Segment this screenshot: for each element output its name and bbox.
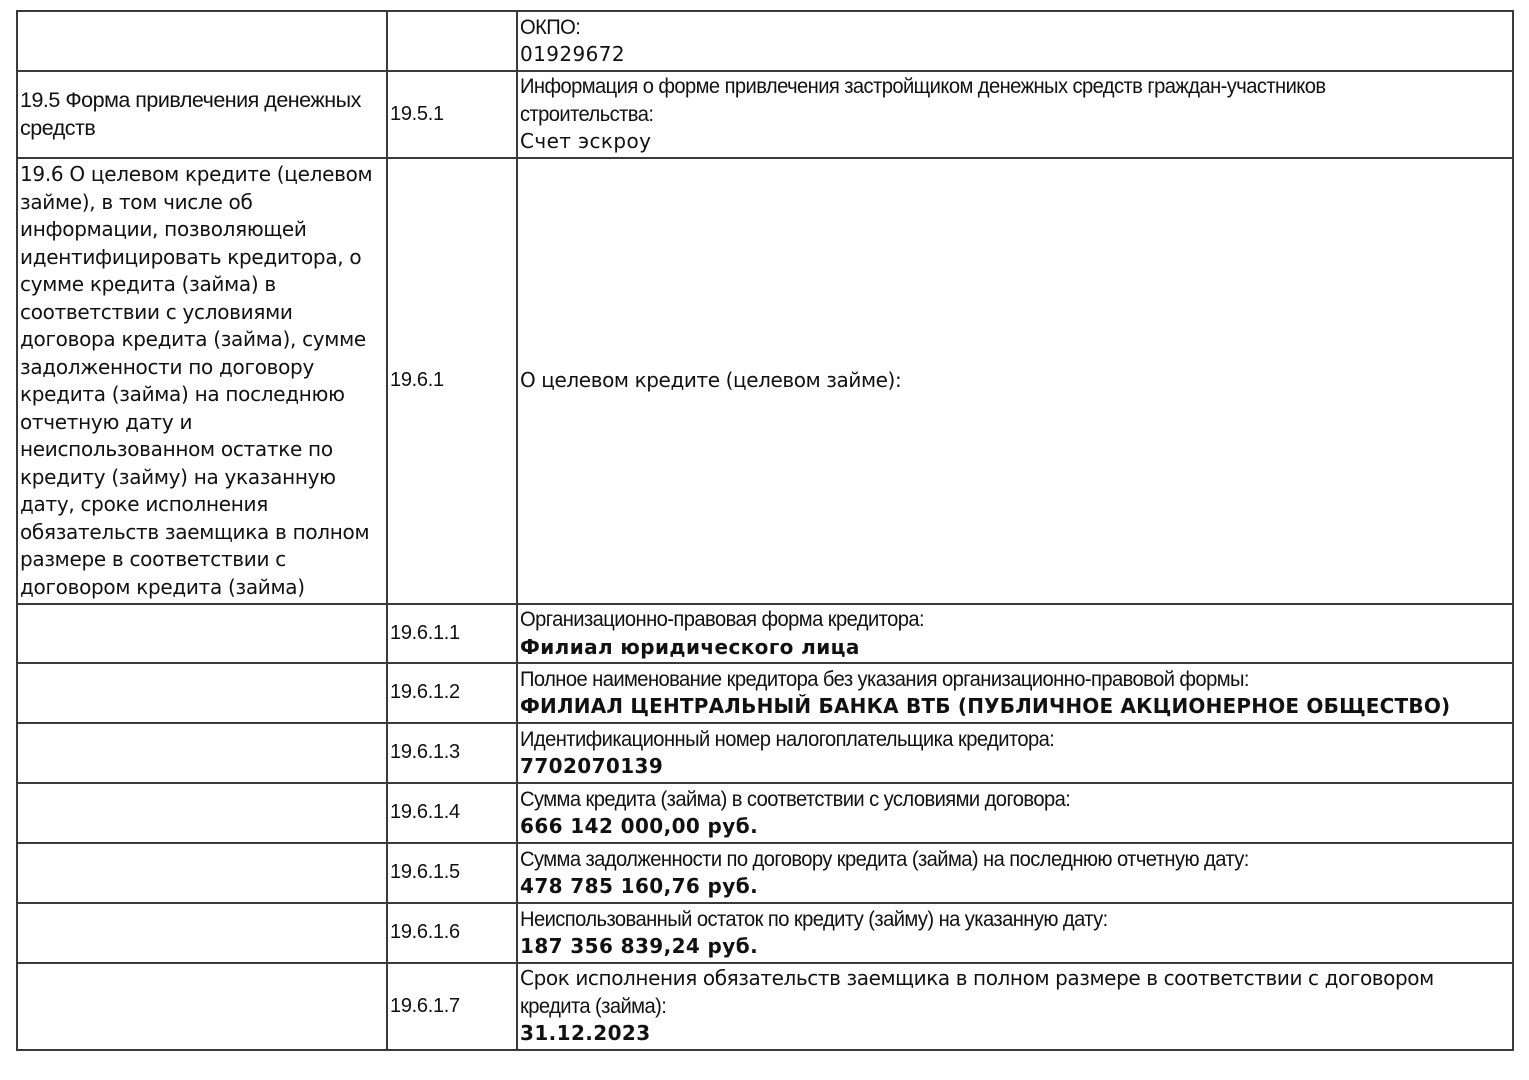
code-cell: 19.6.1.6 xyxy=(387,903,517,963)
field-value: 478 785 160,76 руб. xyxy=(520,874,759,898)
field-label-line: Информация о форме привлечения застройщиком денежных средств граждан-участников xyxy=(520,75,1326,99)
table-row-19-6-1-4 xyxy=(17,783,1513,843)
code-cell xyxy=(387,11,517,71)
content-cell xyxy=(517,71,1513,158)
code-cell: 19.6.1.2 xyxy=(387,663,517,723)
section-cell xyxy=(17,663,387,723)
field-label: Сумма задолженности по договору кредита (займа) на последнюю отчетную дату: xyxy=(520,847,1249,871)
section-cell xyxy=(17,903,387,963)
field-value: 666 142 000,00 руб. xyxy=(520,814,759,838)
table-row-19-6-1-7 xyxy=(17,963,1513,1050)
field-label-line: кредита (займа): xyxy=(520,994,667,1018)
field-value: Счет эскроу xyxy=(520,129,652,154)
field-label: Организационно-правовая форма кредитора: xyxy=(520,608,925,631)
content-cell xyxy=(517,783,1513,843)
section-cell xyxy=(17,843,387,903)
content-cell xyxy=(517,663,1513,723)
section-cell xyxy=(17,604,387,663)
section-cell: 19.5 Форма привлечения денежных средств xyxy=(17,71,387,158)
field-value: 01929672 xyxy=(520,42,625,66)
field-label: Неиспользованный остаток по кредиту (займу) на указанную дату: xyxy=(520,907,1108,931)
code-cell: 19.6.1.7 xyxy=(387,963,517,1050)
table-row-okpo xyxy=(17,11,1513,71)
content-cell xyxy=(517,723,1513,783)
field-label: Идентификационный номер налогоплательщика кредитора: xyxy=(520,727,1055,751)
table-row-19-6-1-3 xyxy=(17,723,1513,783)
content-cell xyxy=(517,843,1513,903)
table-row-19-6-1-2 xyxy=(17,663,1513,723)
code-cell: 19.6.1.5 xyxy=(387,843,517,903)
code-cell: 19.6.1 xyxy=(387,158,517,604)
field-label: О целевом кредите (целевом займе): xyxy=(520,368,902,393)
field-value: 187 356 839,24 руб. xyxy=(520,934,759,958)
field-label: Сумма кредита (займа) в соответствии с условиями договора: xyxy=(520,787,1071,811)
content-cell xyxy=(517,604,1513,663)
table-row-19-6-1-6 xyxy=(17,903,1513,963)
content-cell xyxy=(517,158,1513,604)
field-label-line: Срок исполнения обязательств заемщика в полном размере в соответствии с договором xyxy=(520,966,1434,991)
code-cell: 19.6.1.3 xyxy=(387,723,517,783)
table-row-19-6 xyxy=(17,158,1513,604)
content-cell xyxy=(517,903,1513,963)
section-cell xyxy=(17,11,387,71)
section-cell xyxy=(17,963,387,1050)
field-value: ФИЛИАЛ ЦЕНТРАЛЬНЫЙ БАНКА ВТБ (ПУБЛИЧНОЕ АКЦИОНЕРНОЕ ОБЩЕСТВО) xyxy=(520,694,1451,718)
section-cell: 19.6 О целевом кредите (целевом займе), в том числе об информации, позволяющей идентифицировать кредитора, о сумме кредита (займа) в соответствии с условиями договора кредита (займа), сумме задолженности по договору кредита (займа) на последнюю отчетную дату и неиспользованном остатке по кредиту (займу) на указанную дату, сроке исполнения обязательств заемщика в полном размере в соответствии с договором кредита (займа) xyxy=(17,158,387,604)
code-cell: 19.5.1 xyxy=(387,71,517,158)
table-row-19-5 xyxy=(17,71,1513,158)
field-value: Филиал юридического лица xyxy=(520,634,860,659)
field-value: 31.12.2023 xyxy=(520,1021,651,1046)
field-value: 7702070139 xyxy=(520,754,664,778)
content-cell xyxy=(517,963,1513,1050)
field-label-line: строительства: xyxy=(520,102,654,126)
section-cell xyxy=(17,783,387,843)
code-cell: 19.6.1.1 xyxy=(387,604,517,663)
field-label: Полное наименование кредитора без указания организационно-правовой формы: xyxy=(520,667,1249,691)
declaration-table xyxy=(16,10,1514,1051)
field-label: ОКПО: xyxy=(520,15,581,39)
content-cell xyxy=(517,11,1513,71)
code-cell: 19.6.1.4 xyxy=(387,783,517,843)
table-row-19-6-1-5 xyxy=(17,843,1513,903)
table-row-19-6-1-1 xyxy=(17,604,1513,663)
section-cell xyxy=(17,723,387,783)
